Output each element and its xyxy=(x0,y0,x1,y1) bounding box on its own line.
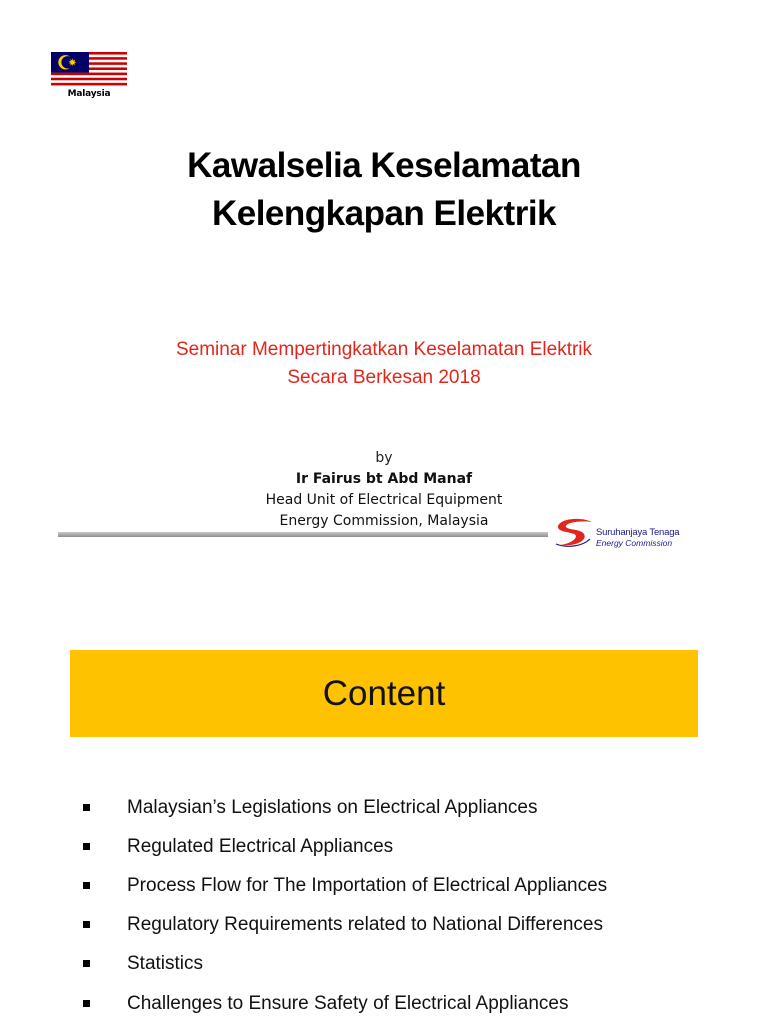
list-item-text: Statistics xyxy=(127,953,204,975)
energy-commission-logo-icon xyxy=(552,517,596,549)
bullet-square-icon xyxy=(83,804,90,811)
list-item xyxy=(0,906,768,945)
bullet-square-icon xyxy=(83,882,90,889)
bullet-square-icon xyxy=(83,960,90,967)
presenter-organization: Energy Commission, Malaysia xyxy=(279,513,489,529)
title-line-1: Kawalselia Keselamatan xyxy=(187,146,581,185)
flag-stripe xyxy=(51,73,127,76)
list-item xyxy=(0,984,768,1023)
list-item-text: Regulatory Requirements related to National Differences xyxy=(127,914,603,936)
list-item-text: Malaysian’s Legislations on Electrical Appliances xyxy=(127,796,538,818)
subtitle-line-1: Seminar Mempertingkatkan Keselamatan Elektrik xyxy=(175,339,593,360)
bullet-square-icon xyxy=(83,843,90,850)
list-item xyxy=(0,788,768,827)
content-list xyxy=(0,788,768,1023)
content-heading: Content xyxy=(70,650,698,737)
flag-stripe xyxy=(51,78,127,81)
energy-commission-logo xyxy=(552,515,702,551)
by-label: by xyxy=(375,450,393,466)
list-item xyxy=(0,866,768,905)
presenter-role: Head Unit of Electrical Equipment xyxy=(265,492,503,508)
subtitle-line-2: Secara Berkesan 2018 xyxy=(287,367,481,388)
malaysia-flag-icon xyxy=(51,52,127,88)
logo-text-english: Energy Commission xyxy=(596,538,673,548)
list-item-text: Regulated Electrical Appliances xyxy=(127,835,394,857)
flag-caption: Malaysia xyxy=(67,89,111,99)
bullet-square-icon xyxy=(83,921,90,928)
divider-rule xyxy=(58,532,548,537)
slide-subtitle xyxy=(0,336,768,392)
flag-stripe xyxy=(51,83,127,86)
bullet-square-icon xyxy=(83,1000,90,1007)
list-item xyxy=(0,827,768,866)
presenter-name: Ir Fairus bt Abd Manaf xyxy=(295,471,473,487)
slide-title xyxy=(0,142,768,238)
list-item xyxy=(0,945,768,984)
content-slide xyxy=(0,600,768,1024)
list-item-text: Process Flow for The Importation of Electrical Appliances xyxy=(127,874,608,896)
list-item-text: Challenges to Ensure Safety of Electrical Appliances xyxy=(127,992,569,1014)
malaysia-flag xyxy=(51,52,127,99)
title-line-2: Kelengkapan Elektrik xyxy=(211,194,557,233)
logo-text-malay: Suruhanjaya Tenaga xyxy=(596,527,680,538)
